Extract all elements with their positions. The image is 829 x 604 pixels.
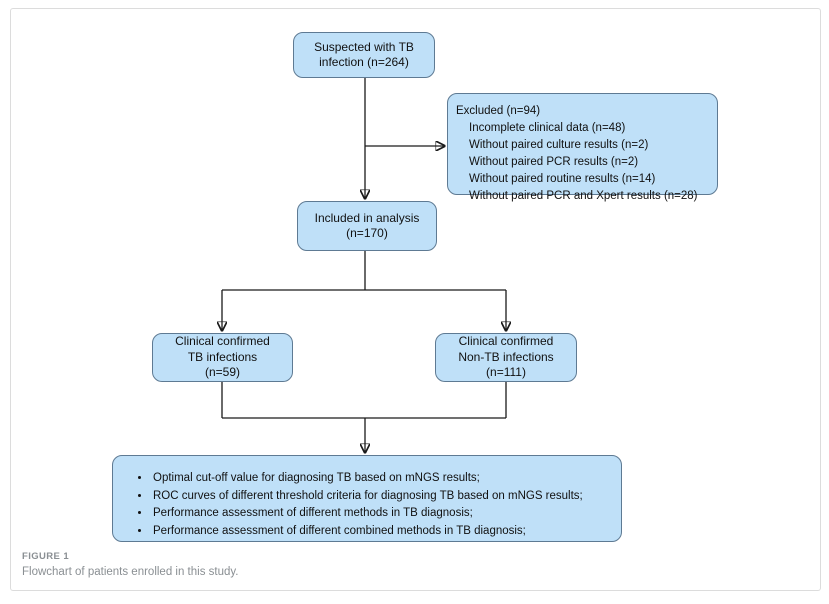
figure-caption [22,551,238,578]
node-text-line: (n=111) [486,365,526,380]
node-text-line: Included in analysis [314,210,420,225]
node-text-line: (n=170) [346,226,388,240]
excluded-item: Without paired PCR results (n=2) [469,156,639,168]
node-study-outcomes [112,455,622,542]
excluded-title: Excluded (n=94) [456,105,541,117]
excluded-item: Without paired PCR and Xpert results (n=28) [469,190,698,202]
outcomes-bullet: • Optimal cut-off value for diagnosing TB based on mNGS results; [151,470,613,488]
node-text-line: Clinical confirmed [458,334,554,349]
node-text-line: Non-TB infections [458,349,554,364]
outcomes-bullet: • ROC curves of different threshold criteria for diagnosing TB based on mNGS results; [151,488,613,506]
node-text-line: Suspected with TB [314,39,414,54]
node-text-line: infection (n=264) [319,55,409,69]
node-clinical-confirmed-non-tb [435,333,577,382]
node-excluded [447,93,718,202]
figure-caption-label: FIGURE 1 [22,551,70,562]
excluded-item: Incomplete clinical data (n=48) [469,122,626,134]
outcomes-list [151,470,613,540]
node-text-line: TB infections [187,349,258,364]
outcomes-bullet: • Performance assessment of different combined methods in TB diagnosis; [151,523,613,541]
node-text-line: (n=59) [204,365,241,380]
node-clinical-confirmed-tb [152,333,293,382]
node-text-line: Clinical confirmed [175,334,270,349]
excluded-item: Without paired routine results (n=14) [469,173,656,185]
excluded-item: Without paired culture results (n=2) [469,139,649,151]
node-suspected-with-tb [293,32,435,78]
figure-caption-text: Flowchart of patients enrolled in this study. [22,566,239,578]
node-included-in-analysis [297,201,437,251]
outcomes-bullet: • Performance assessment of different methods in TB diagnosis; [151,505,613,523]
